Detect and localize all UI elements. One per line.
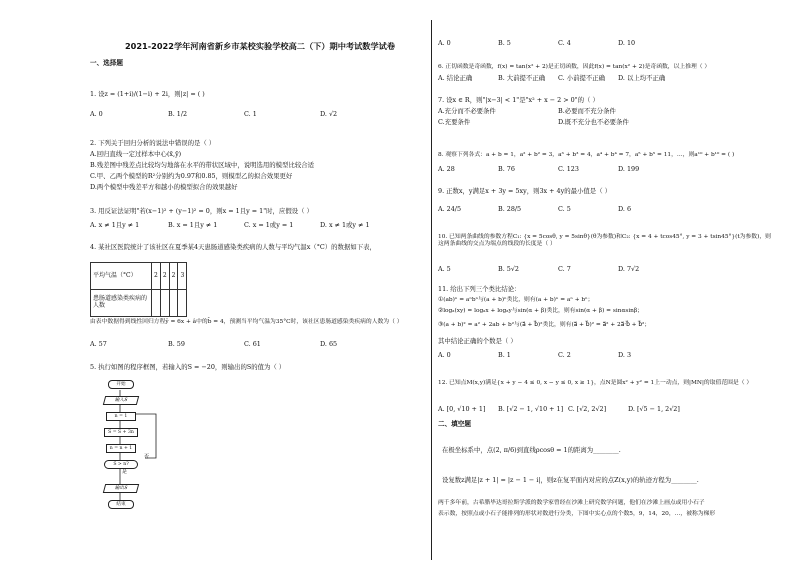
q10-option-d: D. 7√2 xyxy=(618,265,640,273)
q11-stem: 11. 给出下列三个类比结论： xyxy=(438,285,521,293)
q8-option-d: D. 199 xyxy=(618,165,640,173)
q1-option-c: C. 1 xyxy=(244,110,257,118)
q10-option-b: B. 5√2 xyxy=(498,265,519,273)
q9-option-d: D. 6 xyxy=(618,205,632,213)
q3-option-a: A. x ≠ 1且y ≠ 1 xyxy=(90,221,140,229)
q7-option-c: C.充要条件 xyxy=(438,118,471,126)
q8-option-b: B. 76 xyxy=(498,165,515,173)
table-cell xyxy=(169,290,178,317)
q6-option-b: B. 大前提不正确 xyxy=(498,74,546,82)
q7-option-b: B.必要而不充分条件 xyxy=(558,107,616,115)
q9-option-a: A. 24/5 xyxy=(438,205,462,213)
table-cell xyxy=(178,290,187,317)
q11-option-d: D. 3 xyxy=(618,351,632,359)
q6-stem: 6. 正切函数是奇函数，f(x) = tan(x² + 2)是正切函数，因此f(x) = tan(x² + 2)是奇函数，以上推理（ ） xyxy=(438,64,711,70)
table-header-cell: 患肠道感染类疾病的人数 xyxy=(91,290,152,317)
q4-after-text: 由表中数据得到线性回归方程ŷ = 6x + â中的b̂ = 4，预测当平均气温为35°C时，该社区患肠道感染类疾病的人数为（ ） xyxy=(90,319,403,325)
section-heading-choice: 一、选择题 xyxy=(90,59,123,67)
q2-option-d: D.两个模型中残差平方和越小的模型拟合的效果越好 xyxy=(90,183,238,191)
q7-option-d: D.既不充分也不必要条件 xyxy=(558,118,629,126)
q1-option-b: B. 1/2 xyxy=(168,110,188,118)
q11-option-c: C. 2 xyxy=(558,351,571,359)
q3-option-b: B. x = 1且y ≠ 1 xyxy=(168,221,218,229)
flow-no-label: 否 xyxy=(144,454,150,460)
flow-end: 结束 xyxy=(108,500,134,509)
table-cell: 2 xyxy=(152,263,161,290)
q4-option-b: B. 59 xyxy=(168,340,185,348)
fill-question-15-line1: 两千多年前，古希腊毕达哥拉斯学派的数学家曾经在沙滩上研究数学问题，他们在沙滩上画点或用小石子 xyxy=(438,500,705,506)
flow-init: n = 1 xyxy=(106,412,136,421)
flow-condition: S > n? xyxy=(104,460,138,469)
q12-option-d: D. [√5 − 1, 2√2] xyxy=(628,405,680,413)
q2-option-c: C.甲、乙两个模型的R²分别约为0.97和0.85，则模型乙的拟合效果更好 xyxy=(90,172,293,180)
flow-start: 开始 xyxy=(108,380,134,389)
q10-stem: 10. 已知两条曲线的参数方程C₁: {x = 5cosθ, y = 5sinθ}(θ为参数)和C₂: {x = 4 + tcos45°, y = 3 + tsin45°}(t为参数)，则这两条曲线的交点为端点的线段的长度是（ ） xyxy=(438,234,771,247)
q1-option-a: A. 0 xyxy=(90,110,103,118)
q10-option-a: A. 5 xyxy=(438,265,451,273)
q10-option-c: C. 7 xyxy=(558,265,571,273)
table-cell: 2 xyxy=(169,263,178,290)
q4-data-table xyxy=(90,262,187,317)
q2-stem: 2. 下列关于回归分析的说法中错误的是（ ） xyxy=(90,139,216,147)
q2-option-a: A.回归直线一定过样本中心(x̄,ȳ) xyxy=(90,150,182,158)
q7-option-a: A.充分而不必要条件 xyxy=(438,107,496,115)
q8-option-c: C. 123 xyxy=(558,165,579,173)
table-cell: 2 xyxy=(160,263,169,290)
fill-question-15-line2: 表示数，按照点或小石子能排列的形状对数进行分类，下图中实心点的个数5，9，14，20，…，被称为梯形 xyxy=(438,511,716,517)
q4-option-c: C. 61 xyxy=(244,340,261,348)
table-row xyxy=(91,263,187,290)
q11-statement-3: ③(a + b)² = a² + 2ab + b²与(a⃗ + b⃗)²类比，则有(a⃗ + b⃗)² = a⃗² + 2a⃗·b⃗ + b⃗²； xyxy=(438,322,651,328)
flow-yes-label: 是 xyxy=(122,469,128,475)
q8-stem: 8. 观察下列各式：a + b = 1，a² + b² = 3，a³ + b³ = 4，a⁴ + b⁴ = 7，a⁵ + b⁵ = 11，…，则a¹⁰ + b¹⁰ = ( ) xyxy=(438,152,735,158)
q12-option-b: B. [√2 − 1, √10 + 1] xyxy=(498,405,564,413)
q5-option-b: B. 5 xyxy=(498,39,511,47)
q11-option-b: B. 1 xyxy=(498,351,511,359)
q9-option-c: C. 5 xyxy=(558,205,571,213)
section-heading-fill: 二、填空题 xyxy=(438,420,471,428)
q11-prompt: 其中结论正确的个数是（ ） xyxy=(438,337,517,345)
table-cell xyxy=(160,290,169,317)
q9-stem: 9. 正数x，y满足x + 3y = 5xy，则3x + 4y的最小值是（ ） xyxy=(438,187,612,195)
q3-option-c: C. x = 1或y = 1 xyxy=(244,221,294,229)
table-cell xyxy=(152,290,161,317)
q4-option-a: A. 57 xyxy=(90,340,107,348)
table-header-cell: 平均气温（°C） xyxy=(91,263,152,290)
q8-option-a: A. 28 xyxy=(438,165,455,173)
q12-option-a: A. [0, √10 + 1] xyxy=(438,405,486,413)
q3-option-d: D. x ≠ 1或y ≠ 1 xyxy=(320,221,370,229)
q1-stem: 1. 设z = (1+i)/(1−i) + 2i，则|z| = ( ) xyxy=(90,90,205,98)
q9-option-b: B. 28/5 xyxy=(498,205,522,213)
q6-option-d: D. 以上均不正确 xyxy=(618,74,666,82)
q6-option-c: C. 小前提不正确 xyxy=(558,74,606,82)
flow-input: 输入S xyxy=(103,396,139,405)
fill-question-14: 设复数z满足|z + 1| = |z − 1 − i|，则z在复平面内对应的点Z(x,y)的轨迹方程为________. xyxy=(442,476,699,484)
q12-option-c: C. [√2, 2√2] xyxy=(568,405,607,413)
table-row xyxy=(91,290,187,317)
q5-option-a: A. 0 xyxy=(438,39,451,47)
q11-option-a: A. 0 xyxy=(438,351,451,359)
q5-stem: 5. 执行如图的程序框图，若输入的S = −20，则输出的S的值为（ ） xyxy=(90,363,286,371)
q11-statement-2: ②logₐ(xy) = logₐx + logₐy与sin(α + β)类比，则有sin(α + β) = sinαsinβ； xyxy=(438,308,644,314)
q12-stem: 12. 已知点M(x,y)满足{x + y − 4 ≤ 0, x − y ≤ 0, x ≥ 1}，点N是圆x² + y² = 1上一动点，则|MN|的取值范围是（ ） xyxy=(438,380,753,386)
column-divider xyxy=(431,20,432,560)
q4-option-d: D. 65 xyxy=(320,340,338,348)
exam-title: 2021-2022学年河南省新乡市某校实验学校高二（下）期中考试数学试卷 xyxy=(124,41,396,51)
q5-option-d: D. 10 xyxy=(618,39,636,47)
q6-option-a: A. 结论正确 xyxy=(438,74,473,82)
table-cell: 3 xyxy=(178,263,187,290)
q4-stem: 4. 某社区医院统计了该社区在夏季某4天患肠道感染类疾病的人数与平均气温x（°C）的数据如下表， xyxy=(90,243,376,251)
fill-question-13: 在极坐标系中，点(2, π/6)到直线ρcosθ = 1的距离为________. xyxy=(442,446,621,454)
q2-option-b: B.残差图中残差点比较均匀地落在水平的带状区域中，说明选用的模型比较合适 xyxy=(90,161,315,169)
flow-output: 输出S xyxy=(103,484,139,493)
flow-update: S = S + 3n xyxy=(104,428,138,437)
q7-stem: 7. 设x ∈ R，则"|x−3| < 1"是"x² + x − 2 > 0"的（ ） xyxy=(438,96,599,104)
q5-option-c: C. 4 xyxy=(558,39,571,47)
q11-statement-1: ①(ab)ⁿ = aⁿbⁿ与(a + b)ⁿ类比，则有(a + b)ⁿ = aⁿ + bⁿ； xyxy=(438,297,594,303)
q1-option-d: D. √2 xyxy=(320,110,338,118)
q3-stem: 3. 用反证法证明"若(x−1)² + (y−1)² = 0，则x = 1且y = 1"时，应假设（ ） xyxy=(90,207,313,215)
flow-increment: n = n + 1 xyxy=(106,444,136,453)
